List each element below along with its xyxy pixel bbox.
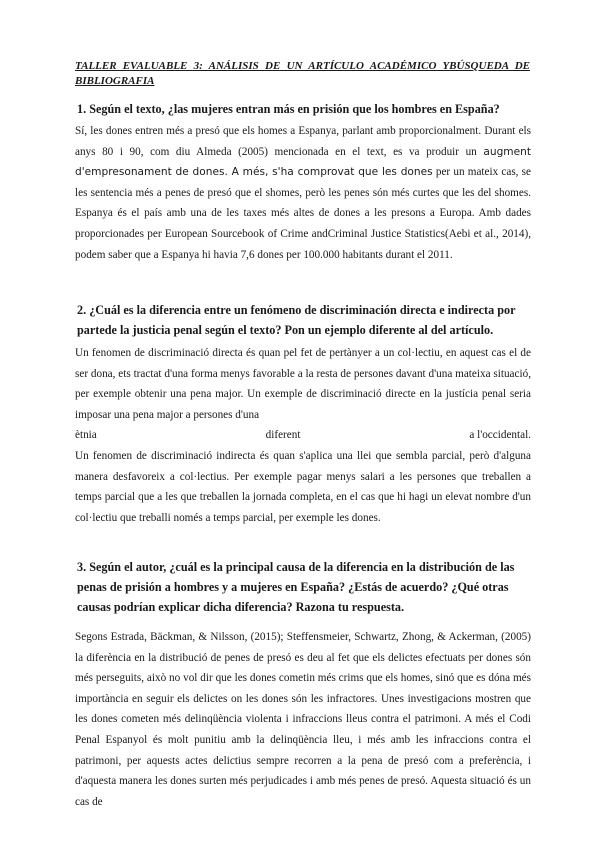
answer-2-paragraph-2: Un fenomen de discriminació indirecta és quan s'aplica una llei que sembla parcial, però d'alguna manera desfavoreix a col·lectius. Per exemple pagar menys salari a les persones que treballen a temps parcial que a les que treballen la jornada completa, en el cas que hi hagi un elevat nombre d'un col·lectiu que treballi només a temps parcial, per exemple les dones. (75, 450, 531, 524)
answer-2-spaced-line (75, 425, 531, 446)
answer-1 (75, 121, 531, 265)
answer-2-word-diferent: diferent (265, 429, 301, 442)
question-1: 1. Según el texto, ¿las mujeres entran más en prisión que los hombres en España? (77, 102, 500, 116)
question-2: 2. ¿Cuál es la diferencia entre un fenómeno de discriminación directa e indirecta por partede la justicia penal según el texto? Pon un ejemplo diferente al del artículo. (77, 303, 516, 337)
answer-2-text-a: Un fenomen de discriminació directa és quan pel fet de pertànyer a un col·lectiu, en aquest cas el de ser dona, ets tractat d'una forma menys favorable a la resta de persones davant d'una mateixa situació, per exemple obtenir una pena major. Un exemple de discriminació directe en la justícia penal seria imposar una pena major a persones d'una (75, 347, 531, 421)
answer-2-paragraph-1 (75, 343, 531, 446)
question-3: 3. Según el autor, ¿cuál es la principal causa de la diferencia en la distribución de las penas de prisión a hombres y a mujeres en España? ¿Estás de acuerdo? ¿Qué otras causas podrían explicar dicha diferencia? Razona tu respuesta. (77, 560, 515, 614)
document-title: TALLER EVALUABLE 3: ANÁLISIS DE UN ARTÍCULO ACADÉMICO YBÚSQUEDA DE BIBLIOGRAFIA (75, 60, 530, 87)
answer-1-text-a: Sí, les dones entren més a presó que els homes a Espanya, parlant amb proporcionalment. Durant els anys 80 i 90, com diu Almeda (2005) mencionada en el text, es va produir un (75, 125, 531, 158)
answer-1-sans-text: augment d'empresonament de dones. A més, s'ha comprovat que les dones (75, 145, 531, 179)
answer-2-word-occidental: a l'occidental. (469, 429, 531, 442)
answer-3: Segons Estrada, Bäckman, & Nilsson, (2015); Steffensmeier, Schwartz, Zhong, & Ackerman, (2005) la diferència en la distribució de penes de presó es deu al fet que els delictes efectuats per dones són més perseguits, això no vol dir que les dones cometin més crims que els homes, sinó que es dóna més importància en seguir els delictes on les dones són les infractores. Unes investigacions mostren que les dones cometen més delinqüència violenta i infraccions lleus contra el patrimoni. A més el Codi Penal Espanyol és molt punitiu amb la delinqüència lleu, i més amb les infraccions contra el patrimoni, per aquests actes delictius sempre recorren a la pena de presó com a preferència, i d'aquesta manera les dones surten més perjudicades i amb més penes de presó. Aquesta situació és un cas de (75, 631, 531, 808)
answer-1-text-b: per un mateix cas, se les sentencia més a penes de presó que el shomes, però les penes són més curtes que les del shomes. Espanya és el país amb una de les taxes més altes de dones a les presons a Europa. Amb dades proporcionades per European Sourcebook of Crime andCriminal Justice Statistics(Aebi et al., 2014), podem saber que a Espanya hi havia 7,6 dones per 100.000 habitants durant el 2011. (75, 166, 531, 261)
answer-2-word-etnia: ètnia (75, 429, 97, 442)
